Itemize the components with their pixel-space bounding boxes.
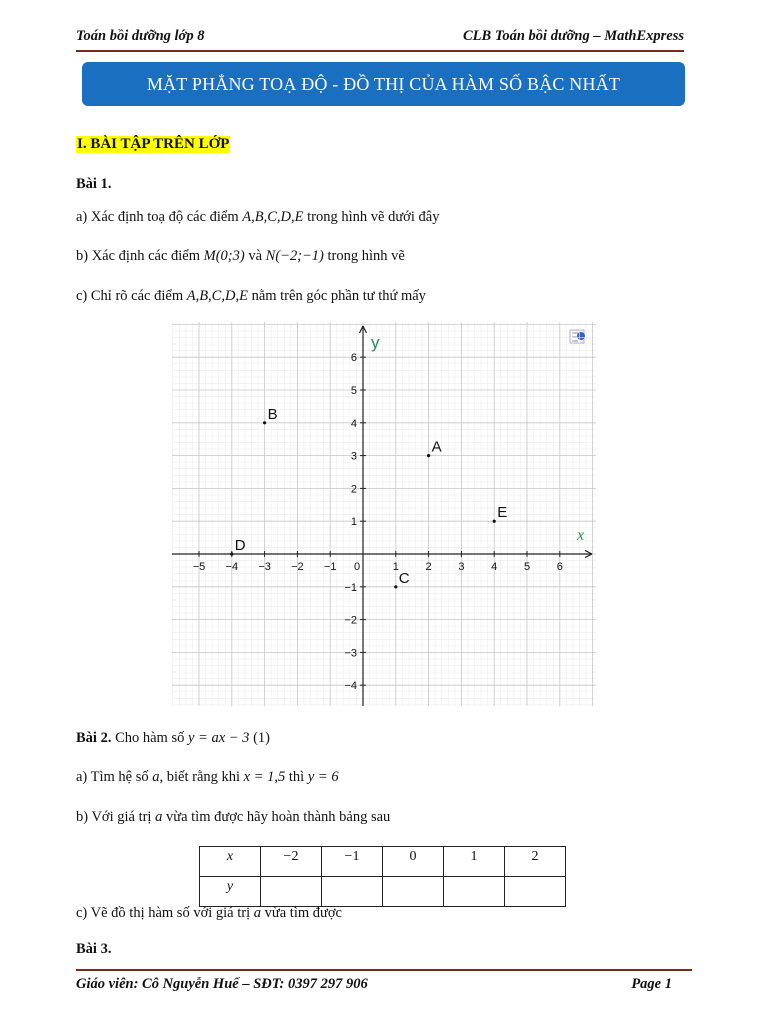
table-cell: 2 [505, 847, 566, 877]
x-tick-label: −4 [225, 561, 239, 573]
point-label-d: D [234, 537, 246, 554]
point-b [263, 421, 266, 424]
x-tick-label: 0 [353, 561, 361, 573]
header-right: CLB Toán bồi dưỡng – MathExpress [463, 28, 684, 44]
bai3-label: Bài 3. [76, 941, 112, 957]
bai1-c: c) Chỉ rõ các điểm A,B,C,D,E nằm trên góc phần tư thứ mấy [76, 288, 426, 304]
y-tick-label: 3 [350, 450, 357, 463]
table-cell: 1 [444, 847, 505, 877]
coordinate-plane-graph [172, 322, 596, 706]
table-row-y [200, 877, 566, 907]
x-tick-label: 3 [458, 561, 465, 573]
table-cell-empty [505, 877, 566, 907]
x-tick-label: −2 [291, 561, 304, 573]
y-tick-label: 5 [350, 385, 357, 397]
x-tick-label: −1 [323, 561, 337, 573]
x-tick-label: 1 [392, 561, 399, 573]
bai2-a: a) Tìm hệ số a, biết rằng khi x = 1,5 thì y = 6 [76, 769, 339, 785]
x-tick-label: 6 [556, 561, 563, 573]
point-label-c: C [398, 569, 410, 587]
x-tick-label: 4 [491, 561, 498, 573]
table-cell: 0 [383, 847, 444, 877]
y-tick-label: −3 [344, 647, 357, 660]
x-tick-label: 2 [425, 561, 432, 573]
point-label-e: E [497, 504, 508, 522]
page-header [76, 28, 684, 48]
table-cell-empty [383, 877, 444, 907]
bai2-b: b) Với giá trị a vừa tìm được hãy hoàn thành bảng sau [76, 809, 391, 825]
x-axis-label: x [577, 527, 585, 544]
point-a [427, 454, 430, 457]
point-e [493, 520, 496, 523]
bai2-c: c) Vẽ đồ thị hàm số với giá trị a vừa tìm được [76, 905, 342, 921]
table-row-x [200, 847, 566, 877]
point-c [394, 585, 397, 588]
header-rule [76, 50, 684, 52]
x-tick-label: −3 [258, 561, 271, 573]
y-axis-label: y [371, 333, 380, 352]
y-tick-label: 6 [350, 352, 357, 365]
footer-left: Giáo viên: Cô Nguyễn Huế – SĐT: 0397 297 906 [76, 976, 368, 992]
point-d [230, 552, 233, 555]
y-tick-label: 2 [350, 483, 357, 496]
table-header-y: y [200, 877, 261, 907]
y-tick-label: 4 [350, 417, 357, 430]
footer-rule [76, 969, 692, 971]
table-cell-empty [444, 877, 505, 907]
y-tick-label: −2 [344, 614, 357, 627]
x-tick-label: 5 [523, 561, 531, 573]
graph-settings-icon [570, 330, 585, 343]
y-tick-label: −4 [344, 680, 357, 693]
value-table [199, 846, 566, 907]
table-cell-empty [261, 877, 322, 907]
bai1-a: a) Xác định toạ độ các điểm A,B,C,D,E trong hình vẽ dưới đây [76, 209, 440, 225]
point-label-b: B [267, 405, 278, 423]
title-banner: MẶT PHẲNG TOẠ ĐỘ - ĐỒ THỊ CỦA HÀM SỐ BẬC NHẤT [82, 62, 685, 106]
x-tick-label: −5 [192, 561, 206, 573]
table-header-x: x [200, 847, 261, 877]
point-label-a: A [431, 438, 442, 456]
y-tick-label: 1 [350, 516, 357, 529]
table-cell-empty [322, 877, 383, 907]
table-cell: −1 [322, 847, 383, 877]
y-tick-label: −1 [344, 581, 357, 594]
bai1-b: b) Xác định các điểm M(0;3) và N(−2;−1) trong hình vẽ [76, 248, 405, 264]
header-left: Toán bồi dưỡng lớp 8 [76, 28, 205, 44]
bai2-heading: Bài 2. Cho hàm số y = ax − 3 (1) [76, 730, 270, 746]
table-cell: −2 [261, 847, 322, 877]
bai1-label: Bài 1. [76, 176, 112, 192]
section-heading: I. BÀI TẬP TRÊN LỚP [77, 136, 230, 152]
page-number: Page 1 [631, 976, 672, 992]
